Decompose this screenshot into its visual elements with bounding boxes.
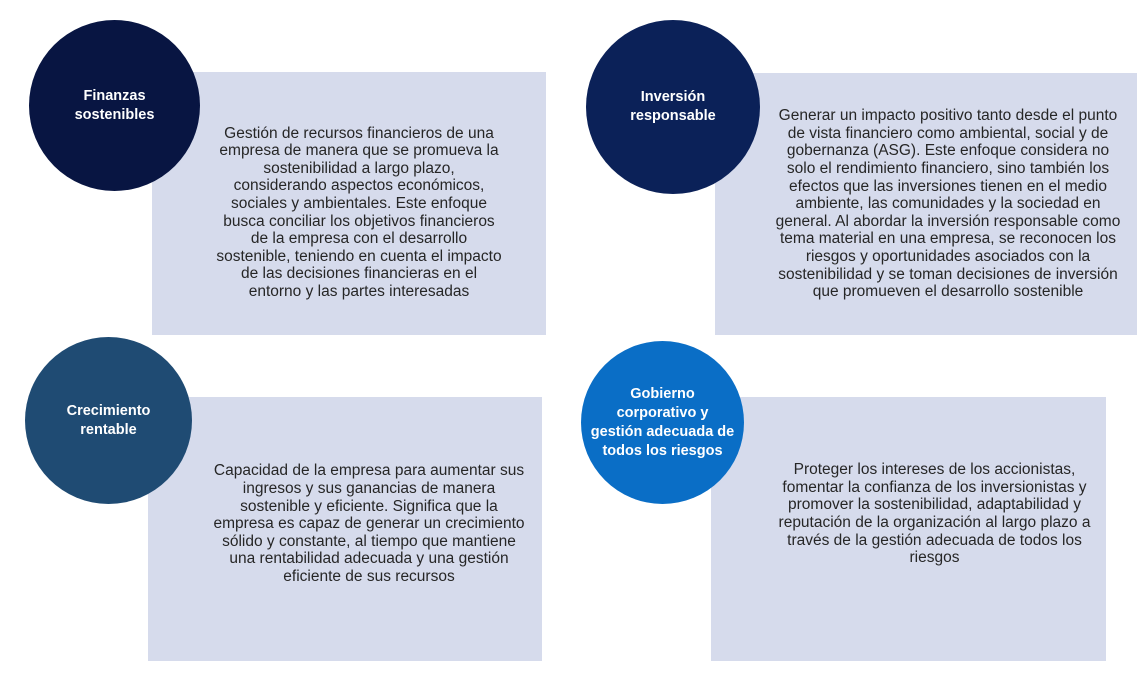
description-card-inversion-responsable: [715, 73, 1137, 335]
title-label: Crecimiento rentable: [66, 402, 151, 438]
description-text: Gestión de recursos financieros de una empresa de manera que se promueva la sostenibilidad a largo plazo, considerando aspectos económicos, sociales y ambientales. Este enfoque busca conciliar los objetivos financieros de la empresa con el desarrollo sostenible, teniendo en cuenta el impacto de las decisiones financieras en el entorno y las partes interesadas: [216, 124, 502, 300]
title-label: Gobierno corporativo y gestión adecuada de todos los riesgos: [590, 385, 735, 459]
title-circle-inversion-responsable: [586, 20, 760, 194]
description-text: Generar un impacto positivo tanto desde el punto de vista financiero como ambiental, social y de gobernanza (ASG). Este enfoque considera no solo el rendimiento financiero, sino también los efectos que las inversiones tienen en el medio ambiente, las comunidades y la sociedad en general. Al abordar la inversión responsable como tema material en una empresa, se reconocen los riesgos y oportunidades asociados con la sostenibilidad y se toman decisiones de inversión que promueven el desarrollo sostenible: [775, 107, 1121, 301]
description-card-crecimiento-rentable: [148, 397, 542, 661]
title-circle-crecimiento-rentable: [25, 337, 192, 504]
description-card-finanzas-sostenibles: [152, 72, 546, 335]
title-label: Finanzas sostenibles: [74, 87, 155, 123]
description-text: Capacidad de la empresa para aumentar sus ingresos y sus ganancias de manera sostenible y eficiente. Significa que la empresa es capaz de generar un crecimiento sólido y constante, al tiempo que mantiene una rentabilidad adecuada y una gestión eficiente de sus recursos: [213, 462, 525, 585]
title-circle-gobierno-corporativo: [581, 341, 744, 504]
description-text: Proteger los intereses de los accionistas, fomentar la confianza de los inversionistas y promover la sostenibilidad, adaptabilidad y reputación de la organización al largo plazo a través de la gestión adecuada de todos los riesgos: [778, 461, 1091, 567]
title-circle-finanzas-sostenibles: [29, 20, 200, 191]
title-label: Inversión responsable: [630, 89, 716, 124]
description-card-gobierno-corporativo: [711, 397, 1106, 661]
